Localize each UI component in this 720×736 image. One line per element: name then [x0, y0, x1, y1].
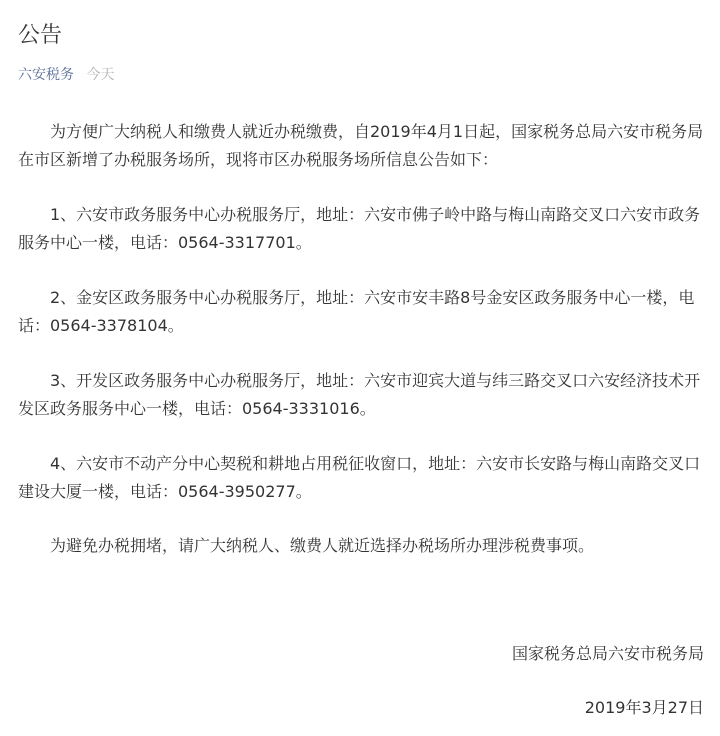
article-title: 公告 [18, 23, 63, 48]
publish-date: 今天 [86, 67, 115, 83]
signature-organization: 国家税务总局六安市税务局 [511, 644, 704, 663]
article-meta [18, 64, 114, 86]
office-item-3: 3、开发区政务服务中心办税服务厅，地址：六安市迎宾大道与纬三路交叉口六安经济技术开发区政务服务中心一楼，电话：0564-3331016。 [18, 371, 701, 418]
account-name-link[interactable]: 六安税务 [18, 67, 74, 83]
signature-date: 2019年3月27日 [584, 698, 704, 717]
office-item-4: 4、六安市不动产分中心契税和耕地占用税征收窗口，地址：六安市长安路与梅山南路交叉口建设大厦一楼，电话：0564-3950277。 [18, 454, 701, 501]
office-item-1: 1、六安市政务服务中心办税服务厅，地址：六安市佛子岭中路与梅山南路交叉口六安市政务服务中心一楼，电话：0564-3317701。 [18, 205, 701, 252]
intro-paragraph: 为方便广大纳税人和缴费人就近办税缴费，自2019年4月1日起，国家税务总局六安市税务局在市区新增了办税服务场所，现将市区办税服务场所信息公告如下： [18, 122, 704, 169]
closing-paragraph: 为避免办税拥堵，请广大纳税人、缴费人就近选择办税场所办理涉税费事项。 [50, 536, 595, 555]
office-item-2: 2、金安区政务服务中心办税服务厅，地址：六安市安丰路8号金安区政务服务中心一楼，电话：0564-3378104。 [18, 288, 695, 335]
